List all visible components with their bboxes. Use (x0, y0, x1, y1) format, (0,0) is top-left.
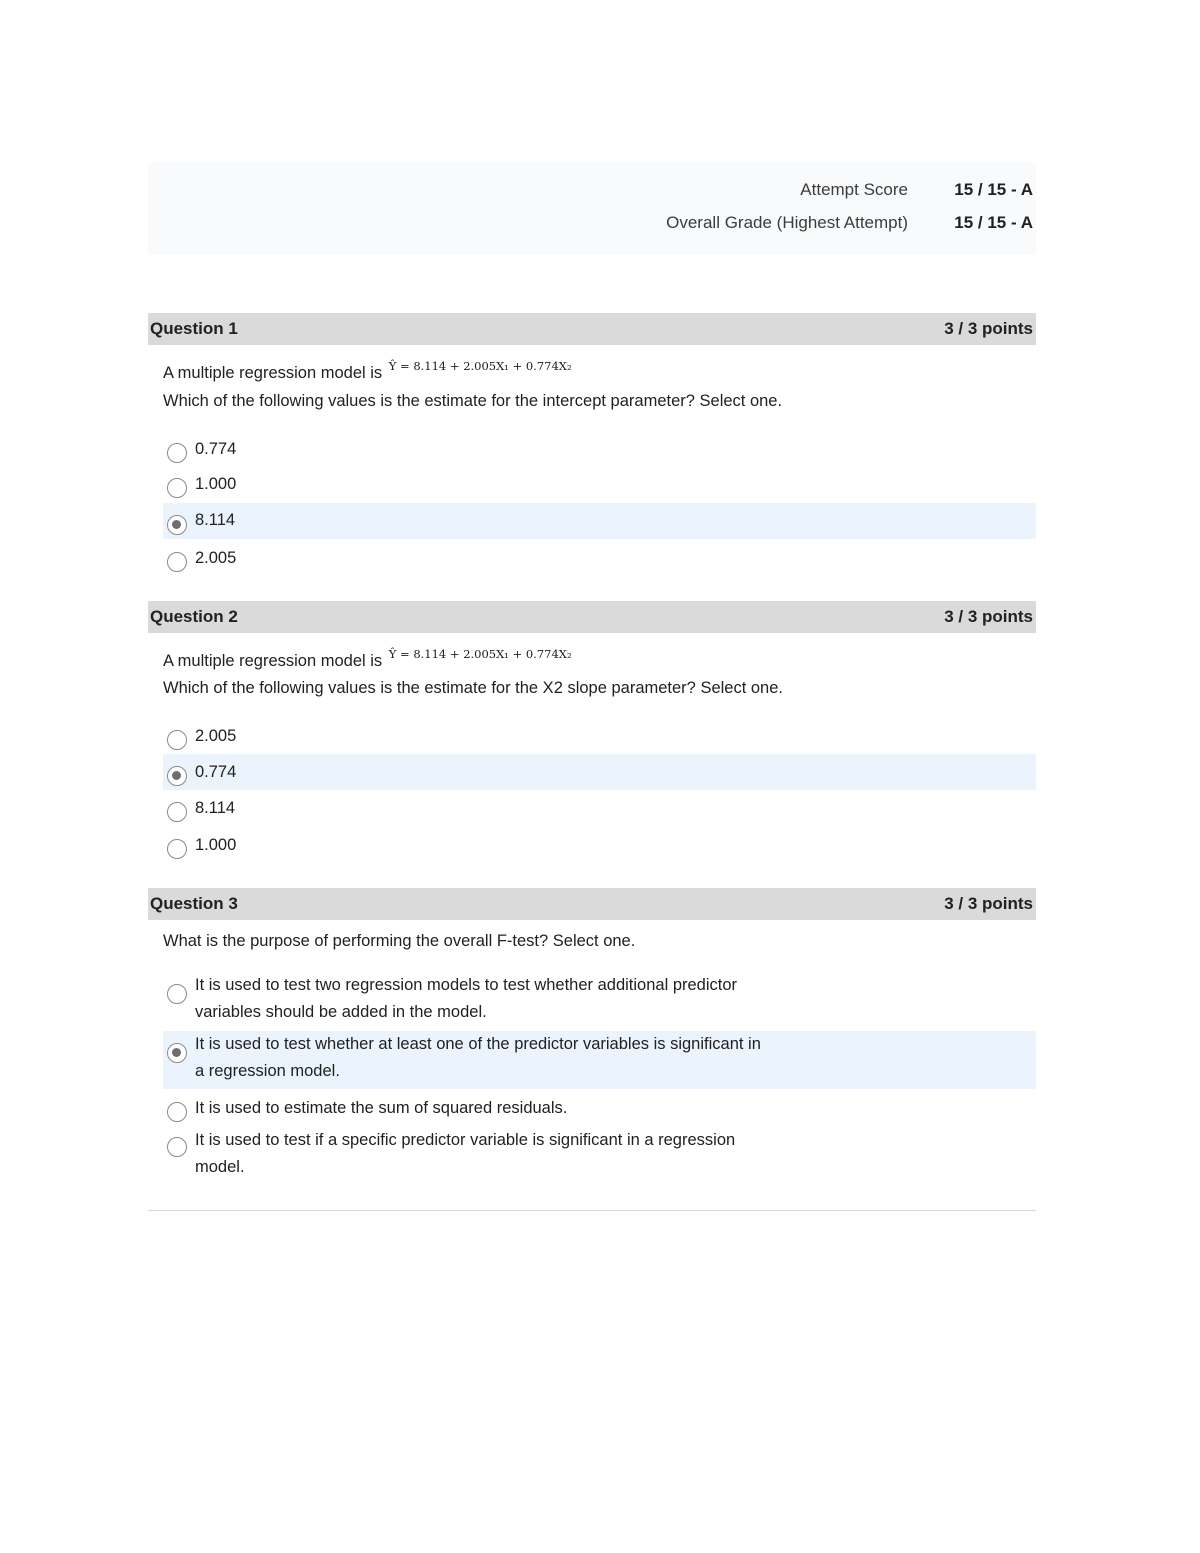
option-label-line: a regression model. (195, 1062, 340, 1080)
question-3-points: 3 / 3 points (944, 894, 1033, 913)
option-label: 2.005 (195, 549, 237, 567)
question-2-option[interactable] (163, 723, 1036, 750)
question-1-points: 3 / 3 points (944, 319, 1033, 338)
option-label-line: It is used to test two regression models to test whether additional predictor (195, 976, 738, 994)
radio-button[interactable] (167, 839, 187, 859)
question-3-option[interactable] (163, 972, 1036, 1026)
radio-button[interactable] (167, 984, 187, 1004)
attempt-score-label: Attempt Score (800, 180, 908, 199)
bottom-divider (148, 1210, 1036, 1211)
option-label-line: It is used to test whether at least one of the predictor variables is significant in (195, 1035, 761, 1053)
question-3-header (148, 888, 1036, 920)
option-label-line: It is used to test if a specific predictor variable is significant in a regression (195, 1131, 736, 1149)
question-3-title: Question 3 (150, 894, 238, 913)
option-label: 2.005 (195, 727, 237, 745)
question-2-option[interactable] (163, 832, 1036, 859)
question-3-prompt: What is the purpose of performing the overall F-test? Select one. (163, 932, 636, 950)
radio-button-checked[interactable] (167, 1043, 187, 1063)
question-1-option[interactable] (163, 545, 1036, 572)
option-label: 1.000 (195, 475, 237, 493)
radio-button[interactable] (167, 443, 187, 463)
question-1-formula: Ŷ = 8.114 + 2.005X₁ + 0.774X₂ (388, 359, 572, 373)
option-label: 8.114 (195, 511, 236, 529)
radio-button[interactable] (167, 478, 187, 498)
overall-grade-label: Overall Grade (Highest Attempt) (666, 213, 908, 232)
question-1-header (148, 313, 1036, 345)
option-label-line: variables should be added in the model. (195, 1003, 487, 1021)
option-label-line: model. (195, 1158, 245, 1176)
question-1-intro (163, 360, 572, 388)
question-2-title: Question 2 (150, 607, 238, 626)
option-label-line: It is used to estimate the sum of squared residuals. (195, 1099, 568, 1117)
score-summary (148, 162, 1036, 255)
question-1-option[interactable] (163, 471, 1036, 498)
option-label: 0.774 (195, 440, 237, 458)
question-2-formula: Ŷ = 8.114 + 2.005X₁ + 0.774X₂ (388, 647, 572, 661)
radio-button[interactable] (167, 1137, 187, 1157)
radio-button[interactable] (167, 1102, 187, 1122)
question-2-header (148, 601, 1036, 633)
option-label: 8.114 (195, 799, 236, 817)
question-1-intro-text: A multiple regression model is (163, 364, 383, 382)
radio-button[interactable] (167, 552, 187, 572)
radio-button-checked[interactable] (167, 515, 187, 535)
radio-button[interactable] (167, 730, 187, 750)
question-3-option-selected[interactable] (163, 1031, 1036, 1089)
question-2-intro (163, 648, 572, 676)
radio-button[interactable] (167, 802, 187, 822)
attempt-score-value: 15 / 15 - A (954, 180, 1033, 199)
question-2-option[interactable] (163, 795, 1036, 822)
question-3-option[interactable] (163, 1095, 1036, 1122)
option-label: 1.000 (195, 836, 237, 854)
question-1-option[interactable] (163, 436, 1036, 463)
overall-grade-value: 15 / 15 - A (954, 213, 1033, 232)
option-label: 0.774 (195, 763, 237, 781)
question-1-option-selected[interactable] (163, 503, 1036, 539)
question-2-points: 3 / 3 points (944, 607, 1033, 626)
question-3-option[interactable] (163, 1127, 1036, 1181)
question-2-intro-text: A multiple regression model is (163, 652, 383, 670)
radio-button-checked[interactable] (167, 766, 187, 786)
overall-grade-row (666, 213, 1036, 233)
question-1-prompt: Which of the following values is the estimate for the intercept parameter? Select one. (163, 392, 783, 410)
attempt-score-row (800, 180, 1036, 200)
question-2-option-selected[interactable] (163, 754, 1036, 790)
question-2-prompt: Which of the following values is the estimate for the X2 slope parameter? Select one. (163, 679, 783, 697)
question-1-title: Question 1 (150, 319, 238, 338)
